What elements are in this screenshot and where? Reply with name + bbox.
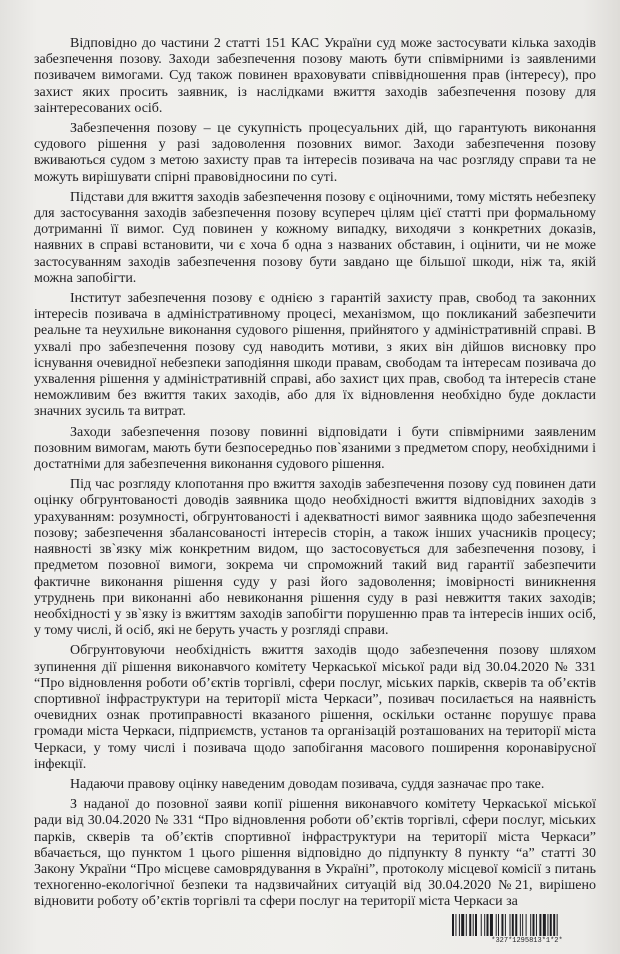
- paragraph: Під час розгляду клопотання про вжиття заходів забезпечення позову суд повинен дати оцінку обгрунтованості доводів заявника щодо необхідності вжиття відповідних заходів з урахуванням: розумності, обгрунтованості і адекватності вимог заявника щодо забезпечення позову; забезпечення збалансованості інтересів сторін, а також інших учасників процесу; наявності зв`язку між конкретним видом, що застосовується для забезпечення позову, і предметом позовної вимоги, зокрема чи спроможний такий вид гарантії забезпечити фактичне виконання рішення суду у разі його задоволення; імовірності виникнення утруднень при виконанні або невиконання рішення суду в разі невжиття таких заходів; необхідності у зв`язку із вжиттям заходів запобігти порушенню прав та інтересів інших осіб, у тому числі, й осіб, які не беруть участь у розгляді справи.: [34, 477, 596, 639]
- barcode-icon: [452, 914, 602, 936]
- paragraph: З наданої до позовної заяви копії рішення виконавчого комітету Черкаської міської ради від 30.04.2020 № 331 “Про відновлення роботи об’єктів торгівлі, сфери послуг, міських парків, скверів та об’єктів спортивної інфраструктури на території міста Черкаси” вбачається, що пунктом 1 цього рішення відповідно до підпункту 8 пункту “а” статті 30 Закону України “Про місцеве самоврядування в Україні”, протоколу місцевої комісії з питань техногенно-екологічної безпеки та надзвичайних ситуацій від 30.04.2020 №21, вирішено відновити роботу об’єктів торгівлі та сфери послуг на території міста Черкаси за: [34, 797, 596, 910]
- paragraph: Заходи забезпечення позову повинні відповідати і бути співмірними заявленим позовним вимогам, мають бути безпосередньо пов`язаними з предметом спору, необхідними і достатніми для забезпечення виконання судового рішення.: [34, 424, 596, 473]
- paragraph: Надаючи правову оцінку наведеним доводам позивача, суддя зазначає про таке.: [70, 776, 545, 792]
- paragraph: Відповідно до частини 2 статті 151 КАС України суд може застосувати кілька заходів забезпечення позову. Заходи забезпечення позову мають бути співмірними із заявленими позивачем вимогами. Суд також повинен враховувати співвідношення прав (інтересу), про захист яких просить заявник, із наслідками вжиття заходів забезпечення позову для заінтересованих осіб.: [34, 36, 596, 116]
- document-barcode: [452, 914, 602, 948]
- paragraph: Обгрунтовуючи необхідність вжиття заходів щодо забезпечення позову шляхом зупинення дії рішення виконавчого комітету Черкаської міської ради від 30.04.2020 № 331 “Про відновлення роботи об’єктів торгівлі, сфери послуг, міських парків, скверів та об’єктів спортивної інфраструктури на території міста Черкаси”, позивач посилається на наявність очевидних ознак протиправності вказаного рішення, оскільки останнє порушує права громади міста Черкаси, підприємств, установ та організацій розташованих на території міста Черкаси, у тому числі і позивача щодо запобігання масового поширення коронавірусної інфекції.: [34, 643, 596, 772]
- paragraph: Забезпечення позову – це сукупність процесуальних дій, що гарантують виконання судового рішення у разі задоволення позовних вимог. Заходи забезпечення позову вживаються судом з метою захисту прав та інтересів позивача на час розгляду справи та не можуть вирішувати спірні правовідносини по суті.: [34, 121, 596, 185]
- paragraph: Підстави для вжиття заходів забезпечення позову є оціночними, тому містять небезпеку для застосування заходів забезпечення позову всупереч цілям цієї статті при формальному дотриманні її вимог. Суд повинен у кожному випадку, виходячи з конкретних доказів, наявних в справі встановити, чи є хоча б одна з названих обставин, і оцінити, чи не може застосуванням заходів забезпечення позову бути завдано ще більшої шкоди, ніж та, якій можна запобігти.: [34, 189, 596, 286]
- paragraph: Інститут забезпечення позову є однією з гарантій захисту прав, свобод та законних інтересів позивача в адміністративному процесі, механізмом, що покликаний забезпечити реальне та неухильне виконання судового рішення, прийнятого у адміністративній справі. В ухвалі про забезпечення позову суд наводить мотиви, з яких він дійшов висновку про існування очевидної небезпеки заподіяння шкоди правам, свободам та інтересам позивача до ухвалення рішення у адміністративній справі, або захист цих прав, свобод та інтересів стане неможливим без вжиття таких заходів, або для їх відновлення необхідно буде докласти значних зусиль та витрат.: [34, 291, 596, 420]
- document-body: [34, 36, 596, 915]
- barcode-number: *327*1295813*1*2*: [491, 937, 563, 945]
